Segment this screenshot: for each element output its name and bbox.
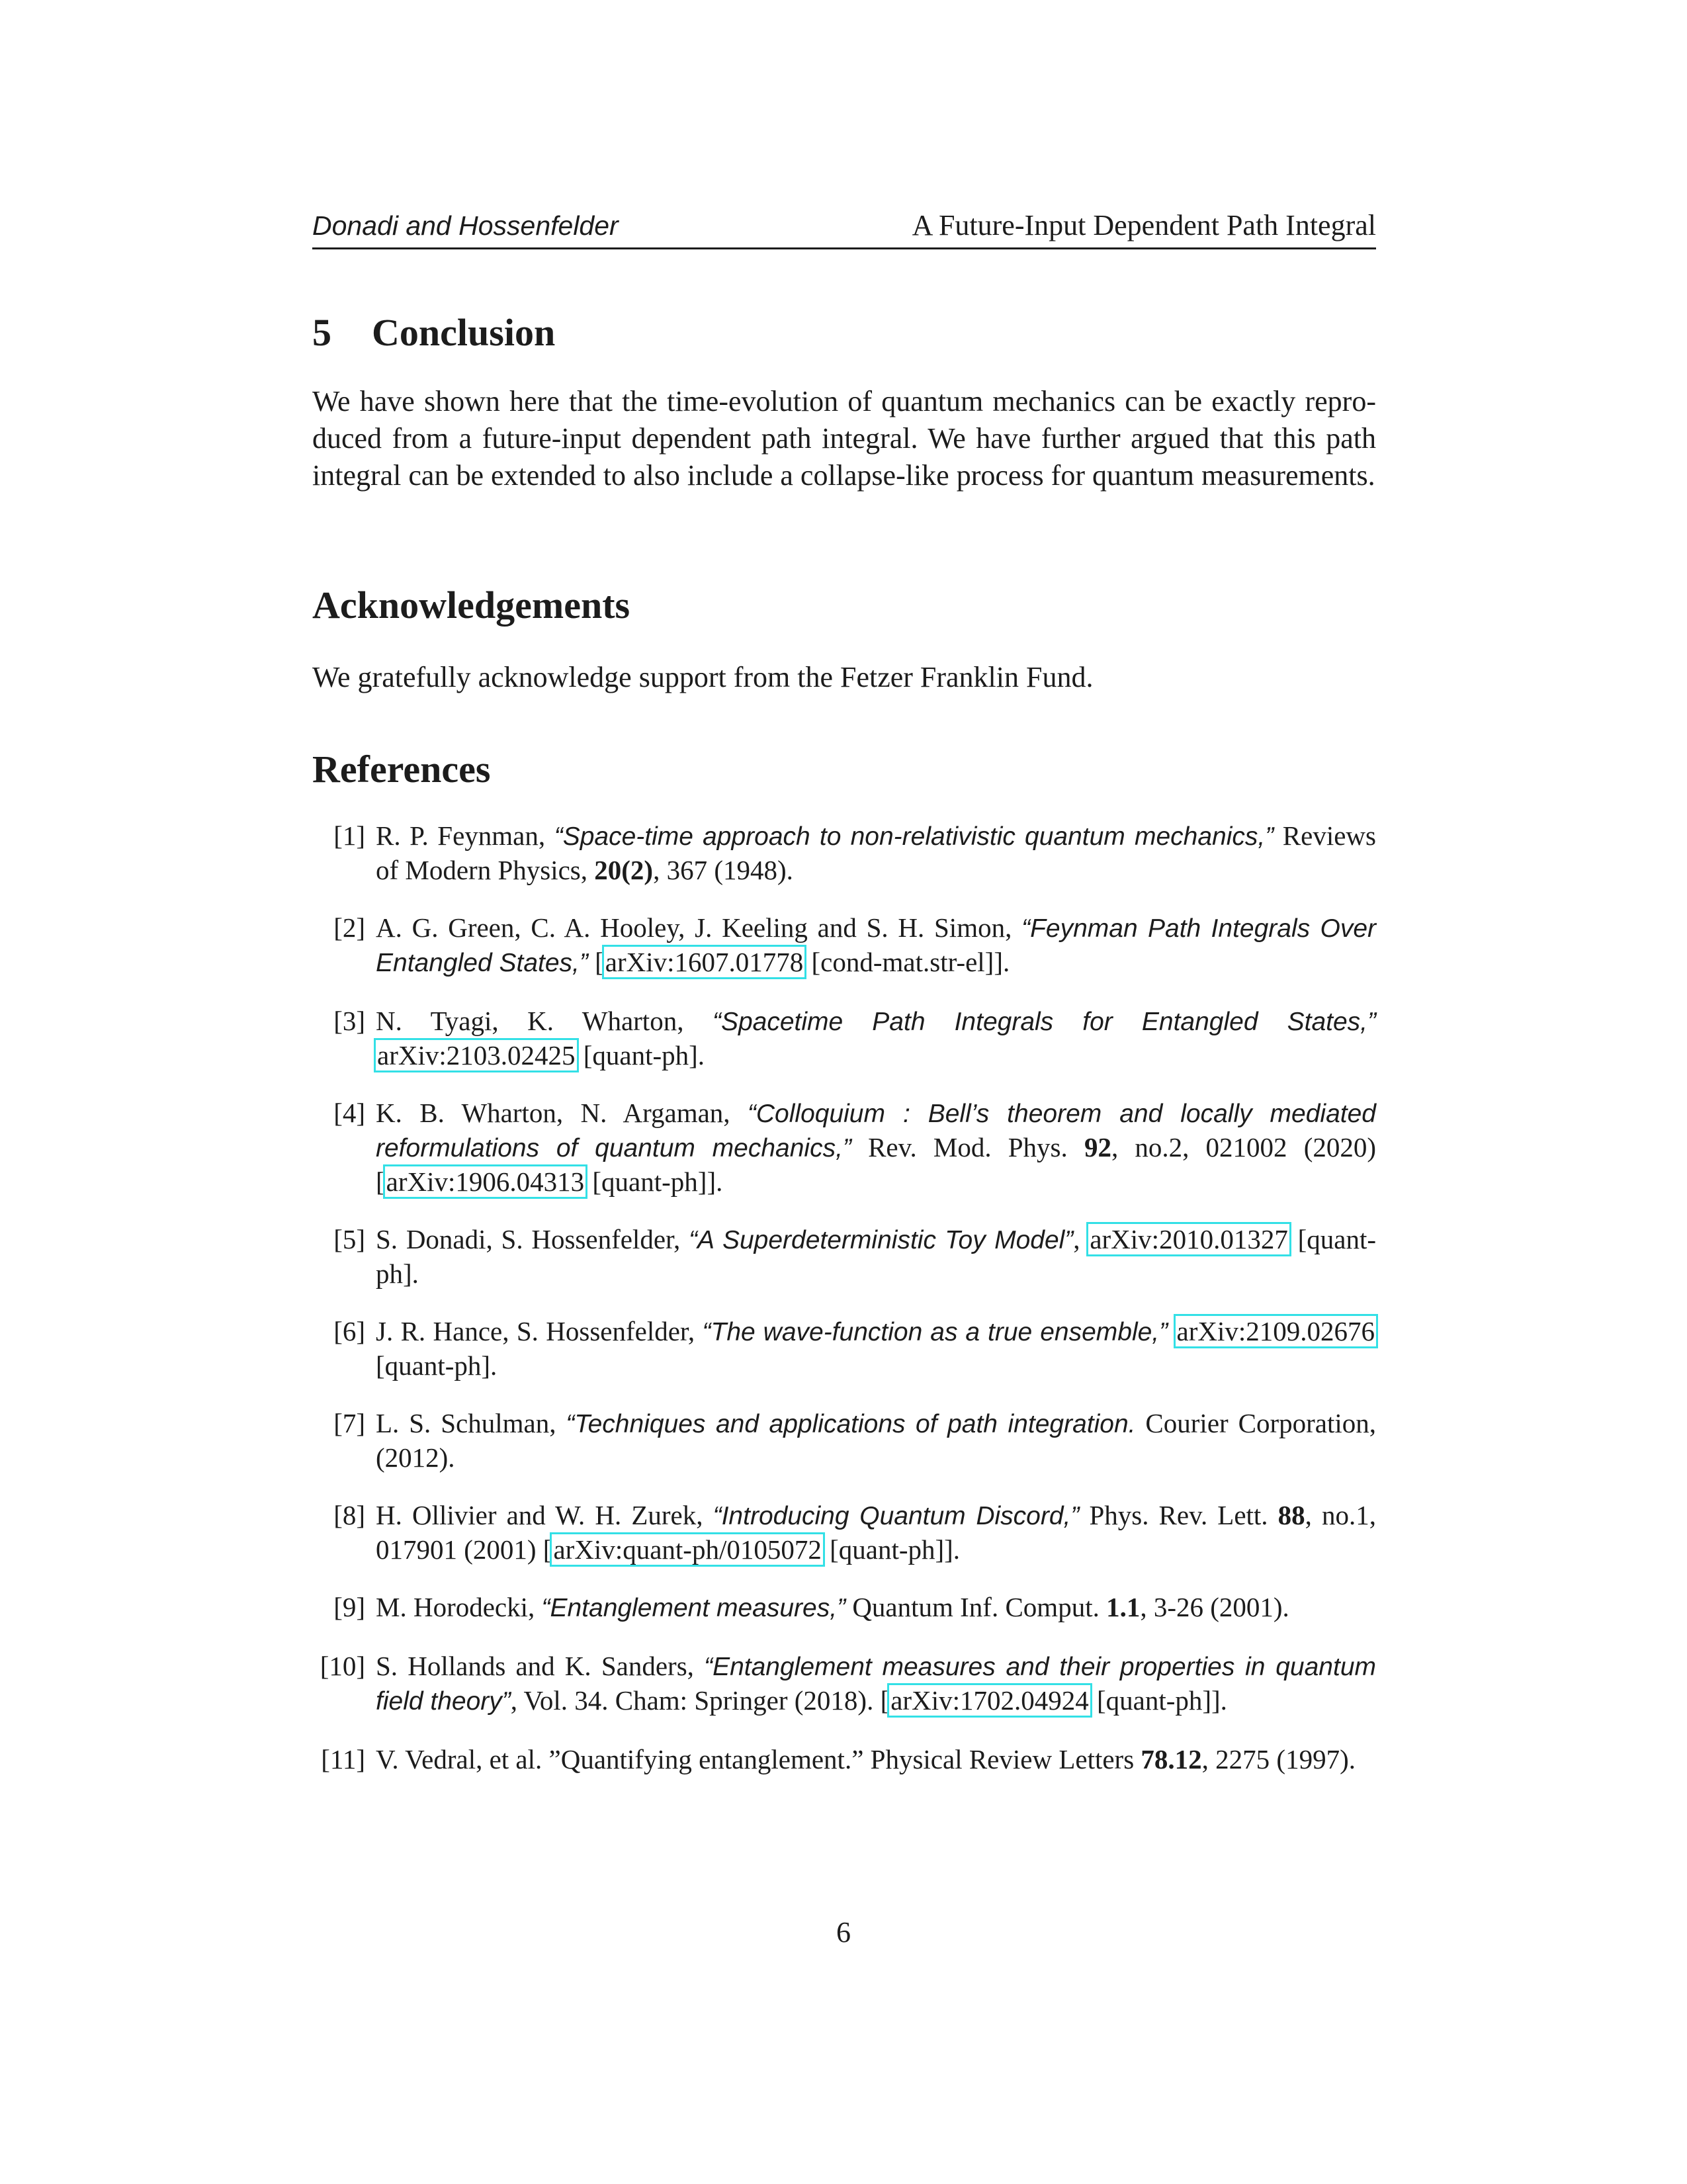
- reference-authors: N. Tyagi, K. Wharton,: [376, 1006, 713, 1036]
- arxiv-link[interactable]: arXiv:1702.04924: [890, 1685, 1089, 1716]
- reference-category: [cond-mat.str-el]].: [804, 947, 1010, 977]
- reference-category: [quant-ph].: [576, 1040, 705, 1070]
- reference-item: [312, 819, 1376, 887]
- reference-category: [quant-ph]].: [822, 1534, 961, 1565]
- conclusion-heading: [312, 310, 555, 356]
- reference-category: [quant-ph].: [376, 1224, 1376, 1289]
- reference-authors: S. Donadi, S. Hossenfelder,: [376, 1224, 689, 1254]
- reference-list: [312, 819, 1376, 1800]
- reference-volume: 78.12: [1141, 1744, 1202, 1774]
- reference-item: [312, 1743, 1376, 1776]
- arxiv-link[interactable]: arXiv:2010.01327: [1090, 1224, 1288, 1254]
- running-header: [312, 204, 1376, 249]
- reference-volume: 20(2): [594, 855, 654, 885]
- arxiv-link[interactable]: arXiv:1607.01778: [605, 947, 804, 977]
- reference-item: [312, 1407, 1376, 1474]
- reference-number: [2]: [333, 912, 365, 943]
- reference-number: [9]: [333, 1592, 365, 1622]
- reference-authors: R. P. Feynman,: [376, 820, 554, 851]
- reference-source: Reviews of Modern Physics,: [376, 820, 1376, 885]
- reference-number: [6]: [333, 1316, 365, 1346]
- conclusion-paragraph: We have shown here that the time-evolution of quantum mechanics can be exactly reproduced from a future-input dependent path integral. We have further argued that this path integral can be extended to also include a collapse-like process for quantum measurements.: [312, 385, 1376, 492]
- reference-source: , Vol. 34. Cham: Springer (2018). [: [510, 1685, 890, 1716]
- acknowledgements-heading: Acknowledgements: [312, 584, 630, 627]
- reference-number: [4]: [333, 1098, 365, 1128]
- reference-source: ,: [1073, 1224, 1089, 1254]
- reference-item: [312, 1315, 1376, 1382]
- reference-title: “Entanglement measures and their properties in quantum field theory”: [376, 1653, 1376, 1716]
- reference-number: [3]: [333, 1006, 365, 1036]
- reference-volume: 1.1: [1106, 1592, 1141, 1622]
- arxiv-link[interactable]: arXiv:quant-ph/0105072: [553, 1534, 822, 1565]
- reference-details: , 2275 (1997).: [1201, 1744, 1356, 1774]
- reference-source: Rev. Mod. Phys.: [851, 1132, 1084, 1162]
- reference-authors: M. Horodecki,: [376, 1592, 542, 1622]
- reference-category: [quant-ph]].: [1090, 1685, 1227, 1716]
- reference-category: [quant-ph]].: [585, 1166, 723, 1197]
- reference-authors: K. B. Wharton, N. Argaman,: [376, 1098, 748, 1128]
- reference-number: [7]: [333, 1408, 365, 1438]
- reference-item: [312, 1649, 1376, 1718]
- reference-item: [312, 1499, 1376, 1566]
- acknowledgements-paragraph: We gratefully acknowledge support from the Fetzer Franklin Fund.: [312, 661, 1094, 693]
- reference-source: Courier Corporation, (2012).: [376, 1408, 1376, 1473]
- reference-authors: A. G. Green, C. A. Hooley, J. Keeling and S. H. Simon,: [376, 912, 1022, 943]
- reference-authors: V. Vedral, et al. ”Quantifying entanglement.” Physical Review Letters: [376, 1744, 1141, 1774]
- reference-details: [: [595, 947, 604, 977]
- reference-item: [312, 911, 1376, 980]
- reference-title: “The wave-function as a true ensemble,”: [702, 1318, 1168, 1346]
- section-number: 5: [312, 311, 331, 354]
- reference-authors: H. Ollivier and W. H. Zurek,: [376, 1500, 713, 1530]
- reference-number: [8]: [333, 1500, 365, 1530]
- page-number: 6: [836, 1916, 851, 1948]
- reference-title: “Entanglement measures,”: [541, 1594, 846, 1622]
- reference-title: “Techniques and applications of path integration.: [566, 1410, 1136, 1438]
- reference-authors: L. S. Schulman,: [376, 1408, 566, 1438]
- reference-details: , no.1, 017901 (2001) [: [376, 1500, 1377, 1565]
- references-heading: References: [312, 748, 491, 791]
- reference-details: , 3-26 (2001).: [1140, 1592, 1289, 1622]
- reference-category: [quant-ph].: [376, 1350, 497, 1381]
- reference-details: , 367 (1948).: [653, 855, 793, 885]
- arxiv-link[interactable]: arXiv:2109.02676: [1176, 1316, 1375, 1346]
- reference-title: “Colloquium : Bell’s theorem and locally mediated reformulations of quantum mechanics,”: [376, 1100, 1376, 1162]
- reference-number: [5]: [333, 1224, 365, 1254]
- section-title: Conclusion: [372, 311, 556, 354]
- reference-title: “Introducing Quantum Discord,”: [713, 1502, 1080, 1530]
- reference-volume: 88: [1277, 1500, 1305, 1530]
- reference-title: “A Superdeterministic Toy Model”: [689, 1226, 1074, 1254]
- arxiv-link[interactable]: arXiv:1906.04313: [386, 1166, 585, 1197]
- reference-item: [312, 1591, 1376, 1625]
- reference-item: [312, 1004, 1376, 1072]
- reference-number: [1]: [333, 820, 365, 851]
- arxiv-link[interactable]: arXiv:2103.02425: [377, 1040, 576, 1070]
- reference-details: , no.2, 021002 (2020) [: [376, 1132, 1377, 1197]
- reference-source: Phys. Rev. Lett.: [1079, 1500, 1278, 1530]
- header-title: A Future-Input Dependent Path Integral: [912, 209, 1376, 241]
- reference-title: “Spacetime Path Integrals for Entangled States,”: [712, 1008, 1376, 1036]
- reference-source: Quantum Inf. Comput.: [845, 1592, 1107, 1622]
- reference-title: “Space-time approach to non-relativistic quantum mechanics,”: [554, 822, 1274, 851]
- reference-number: [10]: [320, 1651, 365, 1681]
- reference-item: [312, 1096, 1376, 1198]
- header-authors: Donadi and Hossenfelder: [312, 210, 619, 241]
- reference-authors: J. R. Hance, S. Hossenfelder,: [376, 1316, 703, 1346]
- reference-title: “Feynman Path Integrals Over Entangled States,”: [376, 914, 1376, 977]
- reference-number: [11]: [321, 1744, 365, 1774]
- reference-item: [312, 1223, 1376, 1290]
- reference-source: [1168, 1316, 1175, 1346]
- reference-authors: S. Hollands and K. Sanders,: [376, 1651, 705, 1681]
- reference-volume: 92: [1084, 1132, 1111, 1162]
- reference-source: [588, 947, 595, 977]
